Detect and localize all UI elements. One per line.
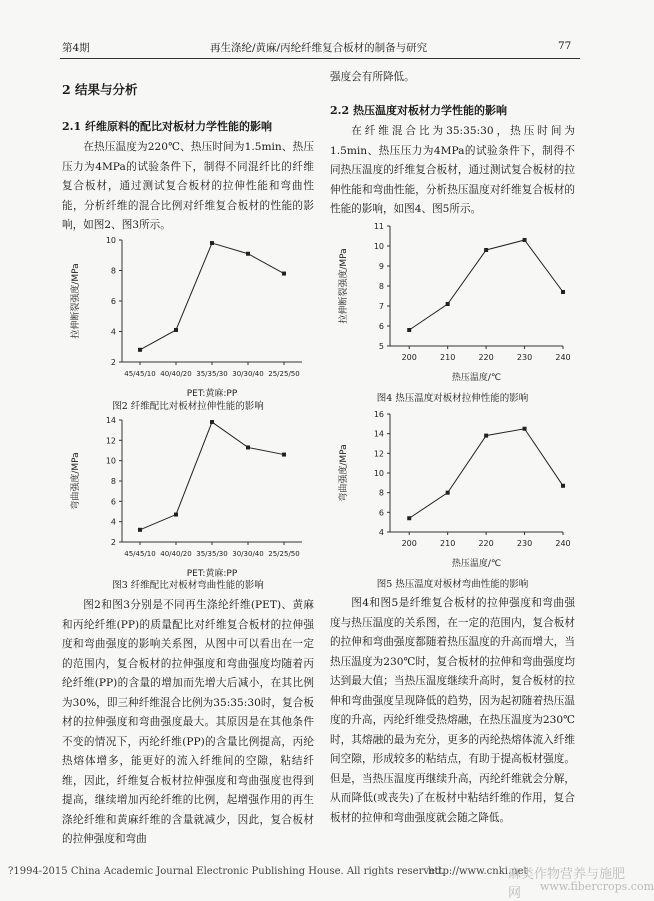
y-tick-label: 12 xyxy=(105,436,116,446)
x-tick-label: 240 xyxy=(555,539,571,548)
running-title: 再生涤纶/黄麻/丙纶纤维复合板材的制备与研究 xyxy=(210,42,428,54)
x-tick-label: 200 xyxy=(401,353,417,362)
x-tick-label: 35/35/30 xyxy=(196,370,228,378)
x-tick-label: 30/30/40 xyxy=(232,550,264,558)
y-tick-label: 14 xyxy=(105,416,116,425)
data-point xyxy=(282,453,286,457)
series-line xyxy=(140,243,284,350)
y-tick-label: 10 xyxy=(105,236,116,245)
x-tick-label: 220 xyxy=(478,353,494,362)
y-tick-label: 2 xyxy=(110,538,116,547)
series-line xyxy=(409,240,563,330)
x-tick-label: 40/40/20 xyxy=(160,370,192,378)
y-axis-label: 拉伸断裂强度/MPa xyxy=(339,248,349,324)
y-tick-label: 8 xyxy=(110,477,116,486)
data-point xyxy=(210,420,214,424)
x-tick-label: 30/30/40 xyxy=(232,370,264,378)
series-line xyxy=(140,422,284,530)
y-axis-label: 拉伸断裂强度/MPa xyxy=(71,263,81,339)
y-tick-label: 6 xyxy=(378,322,384,331)
data-point xyxy=(174,328,178,332)
subsection-title-2-1: 2.1 纤维原料的配比对板材力学性能的影响 xyxy=(62,120,272,133)
fig2-chart xyxy=(62,232,314,402)
x-axis-label: PET:黄麻:PP xyxy=(186,569,238,579)
y-tick-label: 11 xyxy=(373,222,384,231)
data-point xyxy=(407,328,411,332)
footer-url[interactable]: http://www.cnki.net xyxy=(428,866,528,877)
page-number: 77 xyxy=(558,40,572,52)
y-tick-label: 8 xyxy=(378,282,384,291)
watermark-text: 麻类作物营养与施肥网 xyxy=(508,867,626,901)
left-paragraph-2: 图2和图3分别是不同再生涤纶纤维(PET)、黄麻和丙纶纤维(PP)的质量配比对纤维复合板材的拉伸强度和弯曲强度的影响关系图，从图中可以看出在一定的范围内，复合板材的拉伸强度和弯曲强度均随着丙纶纤维(PP)的含量的增加而先增大后减小，在其比例为30%，即三种纤维混合比例为35:35:30时，复合板材的拉伸强度和弯曲强度最大。其原因是在其他条件不变的情况下，丙纶纤维(PP)的含量比例提高，丙纶热熔体增多，能更好的流入纤维间的空隙，粘结纤维，因此，纤维复合板材拉伸强度和弯曲强度也得到提高，继续增加丙纶纤维的比例，起增强作用的再生涤纶纤维和黄麻纤维的含量就减少，因此，复合板材的拉伸强度和弯曲 xyxy=(62,599,314,845)
data-point xyxy=(246,445,250,449)
copyright-notice: ?1994-2015 China Academic Journal Electronic Publishing House. All rights reserved. xyxy=(8,866,445,877)
header-rule xyxy=(60,58,580,59)
x-tick-label: 200 xyxy=(401,539,417,548)
x-axis-label: 热压温度/℃ xyxy=(451,559,502,569)
data-point xyxy=(484,248,488,252)
data-point xyxy=(446,302,450,306)
y-tick-label: 5 xyxy=(378,342,384,351)
fig2-caption: 图2 纤维配比对板材拉伸性能的影响 xyxy=(112,401,264,412)
fig4-chart xyxy=(330,218,575,386)
right-paragraph-1: 在纤维混合比为35:35:30，热压时间为1.5min、热压压力为4MPa的试验条件下，制得不同热压温度的纤维复合板材，通过测试复合板材的拉伸性能和弯曲性能，分析热压温度对纤维复合板材的性能的影响，如图4、图5所示。 xyxy=(330,125,575,215)
right-paragraph-2: 图4和图5是纤维复合板材的拉伸强度和弯曲强度与热压温度的关系图，在一定的范围内，复合板材的拉伸和弯曲强度都随着热压温度的升高而增大，当热压温度为230℃时，复合板材的拉伸和弯曲强度均达到最大值；当热压温度继续升高时，复合板材的拉伸和弯曲强度呈现降低的趋势，因为起初随着热压温度的升高，丙纶纤维受热熔融，在热压温度为230℃时，其熔融的最为充分，更多的丙纶热熔体流入纤维间空隙，形成较多的粘结点，有助于提高板材强度。但是，当热压温度再继续升高，丙纶纤维就会分解，从而降低(或丧失)了在板材中粘结纤维的作用，复合板材的拉伸和弯曲强度就会随之降低。 xyxy=(330,597,575,824)
x-tick-label: 220 xyxy=(478,539,494,548)
fig4-caption: 图4 热压温度对板材拉伸性能的影响 xyxy=(376,393,529,404)
y-tick-label: 6 xyxy=(110,297,116,306)
y-tick-label: 9 xyxy=(378,262,384,271)
y-tick-label: 2 xyxy=(110,358,116,367)
fig3-chart xyxy=(62,412,314,582)
y-tick-label: 6 xyxy=(378,508,384,518)
subsection-title-2-2: 2.2 热压温度对板材力学性能的影响 xyxy=(330,104,507,117)
x-tick-label: 230 xyxy=(516,353,533,362)
y-tick-label: 10 xyxy=(373,469,384,478)
fig3-caption: 图3 纤维配比对板材弯曲性能的影响 xyxy=(112,580,264,591)
x-tick-label: 25/25/50 xyxy=(268,550,300,558)
x-axis-label: 热压温度/℃ xyxy=(451,373,502,383)
y-tick-label: 4 xyxy=(378,528,384,537)
y-tick-label: 4 xyxy=(110,327,116,337)
fig5-chart xyxy=(330,406,575,572)
x-tick-label: 240 xyxy=(555,353,571,362)
data-point xyxy=(138,348,142,352)
data-point xyxy=(282,272,286,276)
x-tick-label: 35/35/30 xyxy=(196,550,228,558)
x-tick-label: 45/45/10 xyxy=(124,370,156,378)
watermark-url: www.fibercrops.com xyxy=(540,880,654,893)
data-point xyxy=(446,491,450,495)
data-point xyxy=(523,238,527,242)
y-axis-label: 弯曲强度/MPa xyxy=(339,444,349,502)
fig5-caption: 图5 热压温度对板材弯曲性能的影响 xyxy=(376,579,529,590)
y-tick-label: 8 xyxy=(378,488,384,498)
x-tick-label: 25/25/50 xyxy=(268,370,300,378)
x-tick-label: 210 xyxy=(440,353,456,362)
y-tick-label: 4 xyxy=(110,517,116,527)
data-point xyxy=(138,528,142,532)
data-point xyxy=(174,513,178,517)
x-axis-label: PET:黄麻:PP xyxy=(186,389,238,399)
data-point xyxy=(484,434,488,438)
y-axis-label: 弯曲强度/MPa xyxy=(71,452,81,510)
data-point xyxy=(246,252,250,256)
journal-issue: 第4期 xyxy=(62,42,90,54)
data-point xyxy=(407,516,411,520)
data-point xyxy=(210,241,214,245)
y-tick-label: 12 xyxy=(373,449,384,459)
x-tick-label: 230 xyxy=(516,539,533,548)
y-tick-label: 10 xyxy=(105,456,116,466)
y-tick-label: 10 xyxy=(373,242,384,251)
x-tick-label: 45/45/10 xyxy=(124,550,156,558)
series-line xyxy=(409,429,563,518)
data-point xyxy=(561,290,565,294)
data-point xyxy=(523,427,527,431)
y-tick-label: 16 xyxy=(373,410,384,419)
x-tick-label: 40/40/20 xyxy=(160,550,192,558)
y-tick-label: 7 xyxy=(378,302,384,311)
data-point xyxy=(561,484,565,488)
right-paragraph-0: 强度会有所降低。 xyxy=(330,71,415,83)
x-tick-label: 210 xyxy=(440,539,456,548)
section-title: 2 结果与分析 xyxy=(62,82,138,97)
y-tick-label: 8 xyxy=(110,266,116,276)
y-tick-label: 14 xyxy=(373,429,384,439)
y-tick-label: 6 xyxy=(110,497,116,507)
left-paragraph-1: 在热压温度为220℃、热压时间为1.5min、热压压力为4MPa的试验条件下，制得不同混纤比的纤维复合板材，通过测试复合板材的拉伸性能和弯曲性能，分析纤维的混合比例对纤维复合板材的性能的影响，如图2、图3所示。 xyxy=(62,141,314,231)
